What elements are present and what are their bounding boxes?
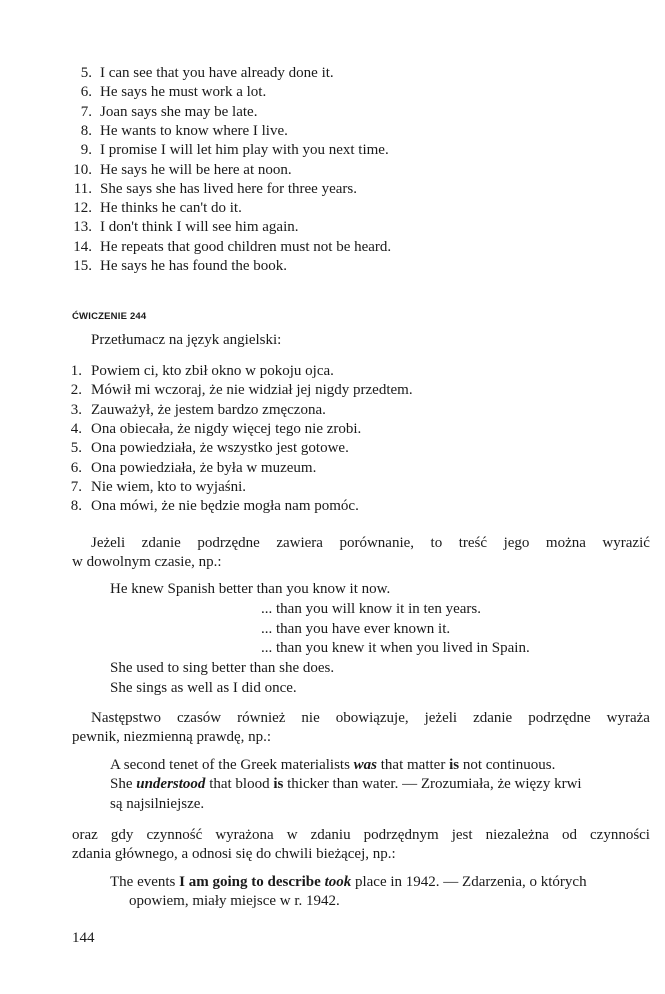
list-item-number: 15. [73, 258, 92, 274]
paragraph-3-line-2: zdania głównego, a odnosi się do chwili bieżącej, np.: [72, 846, 396, 862]
word: podrzędne [528, 710, 591, 726]
example-1-line-2: ... than you will know it in ten years. [261, 601, 481, 617]
list-item-number: 12. [73, 200, 92, 217]
example-2-line-2: She understood that blood is thicker than water. — Zrozumiała, że więzy krwi [110, 776, 582, 792]
word: niezależna [485, 827, 549, 843]
list-item-number: 3. [70, 401, 82, 418]
word: zawiera [276, 535, 323, 551]
word: gdy [110, 827, 134, 843]
word: jeżeli [424, 710, 458, 726]
list-item-text: I don't think I will see him again. [100, 219, 299, 236]
paragraph-2-line-1 [91, 709, 650, 728]
list-item-text: Ona mówi, że nie będzie mogła nam pomóc. [91, 498, 359, 515]
example-1-line-5: She used to sing better than she does. [110, 660, 335, 676]
word: Następstwo [91, 710, 161, 726]
list-item-text: Nie wiem, kto to wyjaśni. [91, 478, 246, 495]
word: w [286, 827, 298, 843]
list-item-text: Zauważył, że jestem bardzo zmęczona. [91, 401, 326, 418]
list-item-number: 1. [70, 363, 82, 379]
word: wyrażona [215, 827, 274, 843]
word: podrzędne [197, 535, 260, 551]
example-1-line-1: He knew Spanish better than you know it now. [110, 581, 391, 597]
list-item-text: He repeats that good children must not be heard. [100, 238, 392, 255]
list-item-number: 8. [80, 122, 92, 139]
list-item-number: 9. [80, 142, 92, 159]
word: można [545, 535, 586, 551]
word: również [237, 710, 286, 726]
exercise-heading: ĆWICZENIE 244 [72, 311, 147, 322]
list-item-number: 10. [73, 161, 92, 178]
example-2-line-3: są najsilniejsze. [110, 796, 205, 812]
word: Jeżeli [91, 535, 126, 551]
list-item-text: He says he has found the book. [100, 258, 288, 274]
word: czynności [590, 827, 650, 843]
word: jego [503, 535, 530, 551]
list-item-text: Powiem ci, kto zbił okno w pokoju ojca. [91, 363, 334, 379]
example-2-line-1: A second tenet of the Greek materialists was that matter is not continuous. [110, 757, 556, 773]
word: to [430, 535, 443, 551]
list-item-text: He says he must work a lot. [100, 84, 267, 101]
word: treść [458, 535, 488, 551]
list-item-text: He says he will be here at noon. [100, 161, 292, 178]
list-item-number: 5. [70, 440, 82, 457]
list-item-text: He thinks he can't do it. [100, 200, 242, 217]
word: wyrazić [602, 535, 650, 551]
example-1-line-6: She sings as well as I did once. [110, 680, 297, 696]
list-item-number: 8. [70, 498, 82, 515]
list-item-number: 13. [73, 219, 92, 236]
list-item-text: Joan says she may be late. [100, 103, 258, 120]
paragraph-3-line-1 [72, 826, 650, 845]
list-item-number: 6. [70, 459, 82, 476]
list-item-number: 5. [80, 65, 92, 81]
word: zdanie [141, 535, 181, 551]
list-item-text: He wants to know where I live. [100, 122, 288, 139]
example-3-line-2: opowiem, miały miejsce w r. 1942. [129, 893, 340, 909]
list-item-text: She says she has lived here for three years. [100, 180, 357, 197]
example-1-line-4: ... than you knew it when you lived in Spain. [261, 640, 530, 656]
paragraph-2-line-2: pewnik, niezmienną prawdę, np.: [72, 729, 272, 745]
list-item-text: Ona obiecała, że nigdy więcej tego nie zrobi. [91, 420, 362, 437]
list-item-number: 2. [70, 382, 82, 399]
example-3-line-1: The events I am going to describe took place in 1942. — Zdarzenia, o których [110, 874, 587, 890]
paragraph-1-line-1 [91, 534, 650, 553]
list-item-text: I promise I will let him play with you next time. [100, 142, 389, 159]
page-number: 144 [72, 930, 95, 946]
list-item-number: 14. [73, 238, 92, 255]
word: od [561, 827, 577, 843]
word: czasów [176, 710, 222, 726]
list-item-text: Mówił mi wczoraj, że nie widział jej nigdy przedtem. [91, 382, 413, 399]
list-item-text: I can see that you have already done it. [100, 65, 334, 81]
exercise-instruction: Przetłumacz na język angielski: [91, 332, 282, 348]
word: nie [301, 710, 320, 726]
word: oraz [72, 827, 98, 843]
list-item-number: 11. [73, 180, 92, 197]
word: obowiązuje, [335, 710, 409, 726]
paragraph-1-line-2: w dowolnym czasie, np.: [72, 554, 222, 570]
list-item-number: 7. [80, 103, 92, 120]
list-item-number: 6. [80, 84, 92, 101]
word: porównanie, [339, 535, 415, 551]
list-item-number: 4. [70, 420, 82, 437]
example-1-line-3: ... than you have ever known it. [261, 621, 451, 637]
word: zdanie [473, 710, 513, 726]
word: czynność [146, 827, 203, 843]
word: wyraża [606, 710, 650, 726]
list-item-number: 7. [70, 478, 82, 495]
word: zdaniu [310, 827, 351, 843]
word: podrzędnym [363, 827, 439, 843]
list-item-text: Ona powiedziała, że wszystko jest gotowe. [91, 440, 349, 457]
word: jest [451, 827, 473, 843]
list-item-text: Ona powiedziała, że była w muzeum. [91, 459, 317, 476]
